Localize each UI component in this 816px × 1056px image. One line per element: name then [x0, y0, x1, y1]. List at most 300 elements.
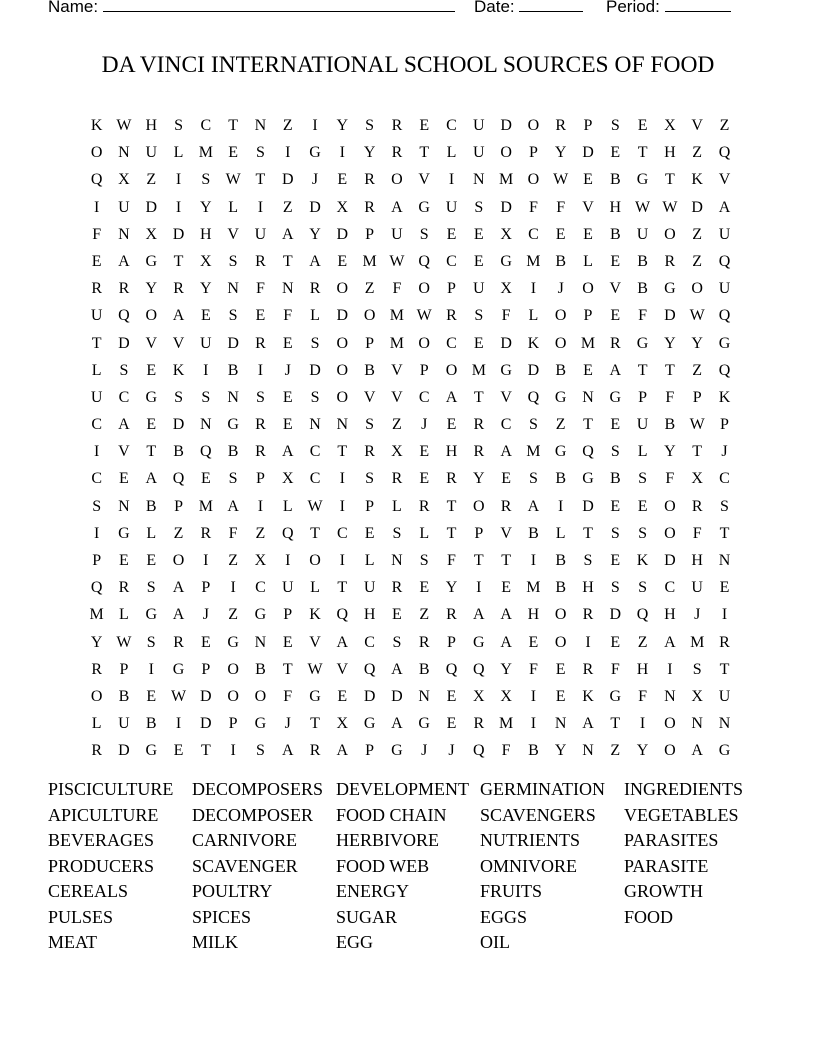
- grid-letter[interactable]: Y: [664, 334, 676, 352]
- grid-letter[interactable]: S: [610, 443, 620, 461]
- grid-letter[interactable]: Z: [719, 117, 730, 134]
- grid-letter[interactable]: B: [227, 443, 239, 461]
- grid-letter[interactable]: Z: [173, 524, 184, 542]
- grid-letter[interactable]: O: [336, 280, 349, 298]
- grid-letter[interactable]: R: [309, 280, 321, 298]
- grid-letter[interactable]: O: [418, 280, 430, 298]
- grid-letter[interactable]: M: [471, 361, 486, 379]
- grid-letter[interactable]: X: [336, 715, 349, 733]
- grid-letter[interactable]: D: [609, 606, 622, 624]
- grid-letter[interactable]: Y: [90, 633, 103, 651]
- grid-letter[interactable]: M: [526, 252, 541, 270]
- grid-letter[interactable]: G: [145, 388, 158, 406]
- grid-letter[interactable]: H: [636, 660, 649, 678]
- grid-letter[interactable]: T: [419, 144, 430, 162]
- grid-letter[interactable]: S: [692, 660, 702, 678]
- grid-letter[interactable]: B: [555, 252, 567, 270]
- grid-letter[interactable]: T: [501, 552, 511, 569]
- grid-letter[interactable]: S: [201, 171, 211, 189]
- grid-letter[interactable]: V: [172, 334, 185, 352]
- name-line[interactable]: [103, 0, 455, 12]
- grid-letter[interactable]: B: [609, 171, 621, 189]
- grid-letter[interactable]: E: [255, 307, 266, 325]
- grid-letter[interactable]: R: [719, 633, 730, 651]
- grid-letter[interactable]: O: [582, 280, 594, 298]
- grid-letter[interactable]: D: [227, 334, 239, 352]
- grid-letter[interactable]: P: [419, 361, 429, 379]
- grid-letter[interactable]: T: [719, 660, 730, 678]
- grid-letter[interactable]: P: [692, 388, 702, 406]
- grid-letter[interactable]: I: [530, 552, 537, 569]
- grid-letter[interactable]: V: [145, 334, 158, 352]
- grid-letter[interactable]: R: [391, 117, 403, 134]
- grid-letter[interactable]: I: [312, 117, 318, 134]
- grid-letter[interactable]: T: [337, 579, 348, 597]
- grid-letter[interactable]: T: [473, 552, 484, 569]
- grid-letter[interactable]: I: [148, 660, 154, 678]
- grid-letter[interactable]: N: [418, 687, 430, 705]
- grid-letter[interactable]: C: [446, 117, 457, 134]
- grid-letter[interactable]: Y: [309, 225, 321, 243]
- grid-letter[interactable]: L: [446, 144, 457, 162]
- grid-letter[interactable]: O: [445, 361, 458, 379]
- grid-letter[interactable]: G: [418, 198, 430, 216]
- grid-letter[interactable]: D: [363, 687, 376, 705]
- grid-letter[interactable]: Z: [610, 742, 621, 760]
- grid-letter[interactable]: P: [365, 225, 375, 243]
- grid-letter[interactable]: W: [635, 198, 651, 216]
- grid-letter[interactable]: S: [419, 552, 429, 569]
- grid-letter[interactable]: U: [118, 198, 130, 216]
- grid-letter[interactable]: U: [145, 144, 158, 162]
- grid-letter[interactable]: S: [92, 497, 102, 515]
- grid-letter[interactable]: O: [90, 144, 103, 162]
- grid-letter[interactable]: Q: [445, 660, 458, 678]
- grid-letter[interactable]: S: [392, 633, 402, 651]
- grid-letter[interactable]: G: [254, 715, 267, 733]
- grid-letter[interactable]: E: [119, 552, 129, 569]
- grid-letter[interactable]: E: [501, 579, 511, 597]
- grid-letter[interactable]: R: [364, 198, 375, 216]
- grid-letter[interactable]: I: [448, 171, 455, 189]
- grid-letter[interactable]: E: [555, 225, 566, 243]
- grid-letter[interactable]: T: [337, 443, 348, 461]
- grid-letter[interactable]: L: [555, 524, 566, 542]
- grid-letter[interactable]: S: [365, 117, 375, 134]
- grid-letter[interactable]: A: [473, 606, 485, 624]
- grid-letter[interactable]: X: [500, 280, 512, 298]
- grid-letter[interactable]: U: [718, 225, 731, 243]
- grid-letter[interactable]: P: [528, 144, 538, 162]
- grid-letter[interactable]: F: [528, 198, 538, 216]
- grid-letter[interactable]: F: [392, 280, 402, 298]
- grid-letter[interactable]: E: [282, 388, 293, 406]
- grid-letter[interactable]: L: [528, 307, 539, 325]
- grid-letter[interactable]: S: [610, 579, 620, 597]
- grid-letter[interactable]: O: [309, 552, 321, 569]
- grid-letter[interactable]: S: [146, 579, 156, 597]
- grid-letter[interactable]: A: [391, 198, 403, 216]
- grid-letter[interactable]: X: [391, 443, 403, 461]
- grid-letter[interactable]: N: [664, 687, 676, 705]
- grid-letter[interactable]: G: [582, 470, 594, 488]
- grid-letter[interactable]: F: [447, 552, 456, 569]
- grid-letter[interactable]: K: [172, 361, 185, 379]
- grid-letter[interactable]: D: [582, 144, 594, 162]
- grid-letter[interactable]: Z: [692, 144, 703, 162]
- grid-letter[interactable]: R: [582, 606, 594, 624]
- grid-letter[interactable]: S: [583, 552, 593, 569]
- grid-letter[interactable]: A: [718, 198, 731, 216]
- grid-letter[interactable]: Q: [636, 606, 649, 624]
- grid-letter[interactable]: L: [91, 715, 102, 733]
- grid-letter[interactable]: A: [118, 416, 130, 434]
- grid-letter[interactable]: W: [225, 171, 241, 189]
- grid-letter[interactable]: Z: [555, 416, 566, 434]
- grid-letter[interactable]: E: [446, 416, 457, 434]
- grid-letter[interactable]: T: [664, 171, 675, 189]
- grid-letter[interactable]: P: [638, 388, 648, 406]
- grid-letter[interactable]: S: [528, 416, 538, 434]
- grid-letter[interactable]: B: [227, 361, 239, 379]
- grid-letter[interactable]: A: [172, 579, 185, 597]
- grid-letter[interactable]: F: [610, 660, 620, 678]
- grid-letter[interactable]: R: [118, 579, 130, 597]
- grid-letter[interactable]: Q: [418, 252, 430, 270]
- grid-letter[interactable]: F: [92, 225, 102, 243]
- grid-letter[interactable]: I: [285, 552, 291, 569]
- grid-letter[interactable]: Y: [554, 742, 567, 760]
- grid-letter[interactable]: E: [473, 252, 484, 270]
- grid-letter[interactable]: E: [446, 715, 457, 733]
- grid-letter[interactable]: V: [391, 388, 403, 406]
- grid-letter[interactable]: I: [667, 660, 673, 678]
- grid-letter[interactable]: N: [227, 388, 239, 406]
- grid-letter[interactable]: Z: [637, 633, 648, 651]
- grid-letter[interactable]: V: [691, 117, 703, 134]
- grid-letter[interactable]: F: [556, 198, 566, 216]
- grid-letter[interactable]: X: [500, 687, 512, 705]
- grid-letter[interactable]: E: [583, 361, 593, 379]
- grid-letter[interactable]: C: [364, 633, 375, 651]
- grid-letter[interactable]: Q: [281, 524, 294, 542]
- grid-letter[interactable]: E: [501, 470, 511, 488]
- grid-letter[interactable]: V: [500, 388, 512, 406]
- grid-letter[interactable]: K: [636, 552, 649, 569]
- grid-letter[interactable]: T: [637, 144, 648, 162]
- grid-letter[interactable]: F: [283, 687, 293, 705]
- grid-letter[interactable]: G: [718, 334, 731, 352]
- grid-letter[interactable]: R: [473, 416, 485, 434]
- grid-letter[interactable]: G: [554, 443, 567, 461]
- grid-letter[interactable]: A: [145, 470, 158, 488]
- grid-letter[interactable]: A: [500, 606, 512, 624]
- grid-letter[interactable]: O: [554, 334, 567, 352]
- grid-letter[interactable]: E: [610, 307, 621, 325]
- grid-letter[interactable]: T: [146, 443, 157, 461]
- grid-letter[interactable]: C: [91, 416, 102, 434]
- grid-letter[interactable]: Y: [473, 470, 485, 488]
- grid-letter[interactable]: W: [689, 307, 705, 325]
- grid-letter[interactable]: O: [90, 687, 103, 705]
- grid-letter[interactable]: R: [500, 497, 512, 515]
- grid-letter[interactable]: Z: [228, 552, 239, 569]
- grid-letter[interactable]: D: [172, 225, 185, 243]
- grid-letter[interactable]: J: [694, 606, 701, 624]
- grid-letter[interactable]: I: [175, 198, 182, 216]
- grid-letter[interactable]: S: [638, 470, 648, 488]
- grid-letter[interactable]: L: [583, 252, 593, 270]
- date-line[interactable]: [519, 0, 583, 12]
- grid-letter[interactable]: E: [146, 687, 157, 705]
- grid-letter[interactable]: Q: [473, 742, 485, 760]
- grid-letter[interactable]: L: [173, 144, 184, 162]
- grid-letter[interactable]: R: [391, 579, 403, 597]
- grid-letter[interactable]: O: [664, 497, 676, 515]
- grid-letter[interactable]: U: [636, 416, 649, 434]
- grid-letter[interactable]: G: [609, 687, 622, 705]
- grid-letter[interactable]: D: [172, 416, 185, 434]
- grid-letter[interactable]: O: [554, 633, 567, 651]
- grid-letter[interactable]: R: [664, 252, 676, 270]
- grid-letter[interactable]: Y: [145, 280, 158, 298]
- grid-letter[interactable]: C: [309, 470, 321, 488]
- grid-letter[interactable]: G: [227, 633, 239, 651]
- grid-letter[interactable]: S: [310, 388, 320, 406]
- grid-letter[interactable]: S: [638, 579, 648, 597]
- grid-letter[interactable]: B: [555, 470, 567, 488]
- grid-letter[interactable]: S: [310, 334, 320, 352]
- grid-letter[interactable]: P: [255, 470, 265, 488]
- grid-letter[interactable]: E: [200, 633, 211, 651]
- grid-letter[interactable]: O: [227, 660, 239, 678]
- grid-letter[interactable]: E: [473, 334, 484, 352]
- grid-letter[interactable]: E: [392, 606, 402, 624]
- grid-letter[interactable]: I: [175, 715, 182, 733]
- grid-letter[interactable]: C: [418, 388, 430, 406]
- grid-letter[interactable]: Z: [692, 361, 703, 379]
- grid-letter[interactable]: X: [200, 252, 212, 270]
- grid-letter[interactable]: Y: [200, 280, 212, 298]
- grid-letter[interactable]: E: [419, 117, 430, 134]
- grid-letter[interactable]: T: [200, 742, 211, 760]
- grid-letter[interactable]: I: [530, 280, 537, 298]
- grid-letter[interactable]: B: [418, 660, 430, 678]
- grid-letter[interactable]: R: [391, 470, 403, 488]
- grid-letter[interactable]: C: [309, 443, 321, 461]
- grid-letter[interactable]: S: [610, 117, 620, 134]
- grid-letter[interactable]: V: [309, 633, 321, 651]
- grid-letter[interactable]: G: [473, 633, 485, 651]
- grid-letter[interactable]: O: [391, 171, 403, 189]
- grid-letter[interactable]: L: [146, 524, 157, 542]
- grid-letter[interactable]: E: [610, 144, 621, 162]
- grid-letter[interactable]: B: [173, 443, 184, 461]
- grid-letter[interactable]: I: [530, 687, 537, 705]
- grid-letter[interactable]: L: [228, 198, 239, 216]
- grid-letter[interactable]: M: [198, 497, 213, 515]
- grid-letter[interactable]: A: [336, 633, 349, 651]
- grid-letter[interactable]: E: [282, 416, 293, 434]
- grid-letter[interactable]: G: [391, 742, 403, 760]
- grid-letter[interactable]: G: [145, 252, 158, 270]
- grid-letter[interactable]: X: [664, 117, 676, 134]
- date-field[interactable]: [474, 0, 583, 17]
- grid-letter[interactable]: Y: [445, 579, 458, 597]
- grid-letter[interactable]: I: [339, 144, 345, 162]
- grid-letter[interactable]: S: [638, 524, 648, 542]
- grid-letter[interactable]: A: [281, 742, 294, 760]
- grid-letter[interactable]: G: [664, 280, 676, 298]
- grid-letter[interactable]: T: [255, 171, 266, 189]
- grid-letter[interactable]: R: [582, 660, 594, 678]
- grid-letter[interactable]: H: [445, 443, 458, 461]
- grid-letter[interactable]: G: [500, 361, 512, 379]
- grid-letter[interactable]: Q: [363, 660, 376, 678]
- grid-letter[interactable]: T: [282, 252, 293, 270]
- grid-letter[interactable]: S: [228, 252, 238, 270]
- grid-letter[interactable]: R: [255, 443, 266, 461]
- grid-letter[interactable]: E: [446, 225, 457, 243]
- grid-letter[interactable]: E: [610, 252, 621, 270]
- grid-letter[interactable]: E: [419, 579, 430, 597]
- grid-letter[interactable]: T: [664, 361, 675, 379]
- grid-letter[interactable]: A: [691, 742, 703, 760]
- grid-letter[interactable]: I: [93, 524, 100, 542]
- grid-letter[interactable]: N: [227, 280, 239, 298]
- grid-letter[interactable]: U: [473, 280, 485, 298]
- grid-letter[interactable]: O: [664, 715, 676, 733]
- grid-letter[interactable]: R: [255, 334, 266, 352]
- grid-letter[interactable]: X: [336, 198, 349, 216]
- grid-letter[interactable]: C: [446, 334, 457, 352]
- grid-letter[interactable]: I: [639, 715, 646, 733]
- grid-letter[interactable]: T: [692, 443, 703, 461]
- grid-letter[interactable]: E: [610, 633, 621, 651]
- grid-letter[interactable]: V: [336, 660, 349, 678]
- grid-letter[interactable]: G: [500, 252, 512, 270]
- grid-letter[interactable]: I: [175, 171, 182, 189]
- grid-letter[interactable]: A: [609, 361, 622, 379]
- grid-letter[interactable]: K: [718, 388, 731, 406]
- grid-letter[interactable]: O: [664, 524, 676, 542]
- grid-letter[interactable]: V: [391, 361, 403, 379]
- grid-letter[interactable]: G: [363, 715, 376, 733]
- grid-letter[interactable]: N: [254, 633, 267, 651]
- grid-letter[interactable]: Q: [172, 470, 185, 488]
- grid-letter[interactable]: Y: [554, 144, 567, 162]
- grid-letter[interactable]: B: [364, 361, 375, 379]
- grid-letter[interactable]: F: [528, 660, 538, 678]
- grid-letter[interactable]: E: [555, 660, 566, 678]
- grid-letter[interactable]: P: [174, 497, 183, 515]
- grid-letter[interactable]: O: [527, 171, 540, 189]
- grid-letter[interactable]: S: [419, 225, 429, 243]
- grid-letter[interactable]: T: [91, 334, 102, 352]
- grid-letter[interactable]: L: [392, 497, 402, 515]
- grid-letter[interactable]: V: [609, 280, 622, 298]
- grid-letter[interactable]: C: [255, 579, 266, 597]
- grid-letter[interactable]: L: [364, 552, 375, 569]
- grid-letter[interactable]: S: [174, 388, 183, 406]
- grid-letter[interactable]: E: [528, 633, 539, 651]
- grid-letter[interactable]: R: [473, 715, 485, 733]
- grid-letter[interactable]: Q: [90, 579, 103, 597]
- grid-letter[interactable]: Q: [718, 144, 731, 162]
- grid-letter[interactable]: B: [528, 742, 539, 760]
- grid-letter[interactable]: W: [553, 171, 569, 189]
- grid-letter[interactable]: T: [637, 361, 648, 379]
- grid-letter[interactable]: Q: [473, 660, 485, 678]
- grid-letter[interactable]: Z: [146, 171, 157, 189]
- grid-letter[interactable]: U: [90, 388, 103, 406]
- grid-letter[interactable]: D: [582, 497, 594, 515]
- grid-letter[interactable]: H: [664, 606, 676, 624]
- grid-letter[interactable]: E: [473, 225, 484, 243]
- grid-letter[interactable]: G: [609, 388, 622, 406]
- grid-letter[interactable]: T: [610, 715, 621, 733]
- grid-letter[interactable]: C: [500, 416, 512, 434]
- grid-letter[interactable]: R: [364, 171, 375, 189]
- grid-letter[interactable]: F: [255, 280, 265, 298]
- grid-letter[interactable]: L: [637, 443, 648, 461]
- grid-letter[interactable]: E: [419, 470, 430, 488]
- grid-letter[interactable]: X: [691, 687, 703, 705]
- grid-letter[interactable]: T: [310, 524, 320, 542]
- grid-letter[interactable]: L: [282, 497, 293, 515]
- grid-letter[interactable]: Q: [90, 171, 103, 189]
- grid-letter[interactable]: U: [691, 579, 703, 597]
- grid-letter[interactable]: O: [336, 334, 349, 352]
- grid-letter[interactable]: U: [363, 579, 376, 597]
- grid-letter[interactable]: G: [118, 524, 130, 542]
- grid-letter[interactable]: G: [418, 715, 430, 733]
- grid-letter[interactable]: Z: [228, 606, 239, 624]
- grid-letter[interactable]: T: [173, 252, 184, 270]
- grid-letter[interactable]: Y: [664, 443, 676, 461]
- grid-letter[interactable]: R: [555, 117, 567, 134]
- grid-letter[interactable]: R: [446, 470, 457, 488]
- grid-letter[interactable]: R: [391, 144, 403, 162]
- grid-letter[interactable]: B: [555, 361, 567, 379]
- grid-letter[interactable]: N: [691, 715, 703, 733]
- grid-letter[interactable]: Z: [392, 416, 402, 434]
- grid-letter[interactable]: E: [337, 252, 348, 270]
- grid-letter[interactable]: I: [476, 579, 482, 597]
- grid-letter[interactable]: W: [416, 307, 432, 325]
- grid-letter[interactable]: U: [636, 225, 649, 243]
- grid-letter[interactable]: Q: [718, 252, 731, 270]
- grid-letter[interactable]: S: [365, 416, 375, 434]
- grid-letter[interactable]: J: [721, 443, 728, 461]
- grid-letter[interactable]: P: [201, 579, 211, 597]
- grid-letter[interactable]: E: [146, 361, 157, 379]
- grid-letter[interactable]: R: [173, 633, 184, 651]
- grid-letter[interactable]: H: [609, 198, 622, 216]
- grid-letter[interactable]: S: [392, 524, 402, 542]
- grid-letter[interactable]: B: [118, 687, 130, 705]
- grid-letter[interactable]: Q: [582, 443, 594, 461]
- grid-letter[interactable]: U: [391, 225, 403, 243]
- grid-letter[interactable]: X: [254, 552, 267, 569]
- grid-letter[interactable]: R: [609, 334, 621, 352]
- grid-letter[interactable]: Z: [282, 117, 293, 134]
- grid-letter[interactable]: E: [637, 497, 648, 515]
- grid-letter[interactable]: S: [255, 388, 265, 406]
- grid-letter[interactable]: D: [664, 552, 676, 569]
- grid-letter[interactable]: O: [664, 742, 676, 760]
- grid-letter[interactable]: C: [336, 524, 348, 542]
